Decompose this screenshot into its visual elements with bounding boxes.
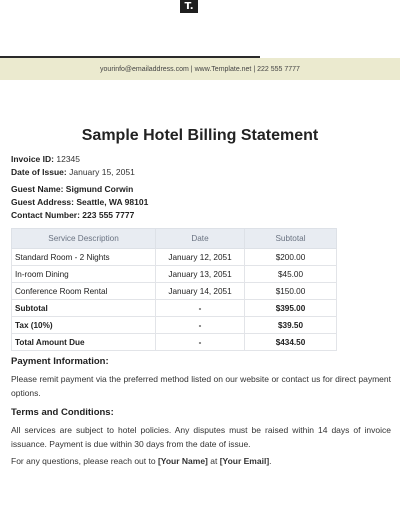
- issue-date-value: January 15, 2051: [69, 167, 135, 177]
- header-separator: |: [253, 66, 256, 73]
- payment-heading: Payment Information:: [11, 356, 109, 367]
- cell-amount: $395.00: [245, 300, 337, 317]
- cell-description: In-room Dining: [12, 266, 156, 283]
- invoice-id: [11, 154, 80, 164]
- column-header: Service Description: [12, 229, 156, 249]
- terms-text: All services are subject to hotel policies. Any disputes must be raised within 14 days of invoice issuance. Payment is due within 30 days from the date of issue.: [11, 425, 391, 449]
- cell-label: Subtotal: [12, 300, 156, 317]
- cell-subtotal: $200.00: [245, 249, 337, 266]
- contact-email: [Your Email]: [219, 456, 270, 466]
- cell-amount: $39.50: [245, 317, 337, 334]
- cell-date: -: [156, 334, 245, 351]
- tax-row: [12, 317, 337, 334]
- header-band: [0, 58, 400, 80]
- contact-end: .: [269, 456, 272, 466]
- contact-prefix: For any questions, please reach out to: [11, 456, 156, 466]
- column-header: Date: [156, 229, 245, 249]
- issue-date: [11, 167, 135, 177]
- cell-label: Total Amount Due: [12, 334, 156, 351]
- header-separator: |: [190, 66, 193, 73]
- guest-name: Guest Name: Sigmund Corwin: [11, 184, 134, 194]
- header-email: yourinfo@emailaddress.com: [100, 66, 189, 73]
- cell-date: -: [156, 317, 245, 334]
- cell-date: January 12, 2051: [156, 249, 245, 266]
- cell-label: Tax (10%): [12, 317, 156, 334]
- guest-address: Guest Address: Seattle, WA 98101: [11, 197, 149, 207]
- header-phone: 222 555 7777: [257, 66, 300, 73]
- logo: T.: [180, 0, 198, 13]
- header-website: www.Template.net: [194, 66, 252, 73]
- subtotal-row: [12, 300, 337, 317]
- cell-description: Conference Room Rental: [12, 283, 156, 300]
- column-header: Subtotal: [245, 229, 337, 249]
- cell-amount: $434.50: [245, 334, 337, 351]
- billing-table: [11, 228, 337, 351]
- cell-subtotal: $45.00: [245, 266, 337, 283]
- terms-heading: Terms and Conditions:: [11, 407, 114, 418]
- contact-at: at: [210, 456, 218, 466]
- contact-number: Contact Number: 223 555 7777: [11, 210, 135, 220]
- invoice-id-label: Invoice ID:: [11, 154, 54, 164]
- total-due-row: [12, 334, 337, 351]
- table-row: [12, 266, 337, 283]
- cell-description: Standard Room - 2 Nights: [12, 249, 156, 266]
- cell-date: -: [156, 300, 245, 317]
- contact-name: [Your Name]: [157, 456, 208, 466]
- cell-subtotal: $150.00: [245, 283, 337, 300]
- invoice-id-value: 12345: [56, 154, 80, 164]
- contact-line: [11, 455, 391, 469]
- cell-date: January 13, 2051: [156, 266, 245, 283]
- table-row: [12, 283, 337, 300]
- table-header-row: [12, 229, 337, 249]
- cell-date: January 14, 2051: [156, 283, 245, 300]
- document-title: Sample Hotel Billing Statement: [81, 127, 319, 144]
- table-row: [12, 249, 337, 266]
- payment-text: Please remit payment via the preferred method listed on our website or contact us for direct payment options.: [11, 374, 391, 398]
- issue-date-label: Date of Issue:: [11, 167, 67, 177]
